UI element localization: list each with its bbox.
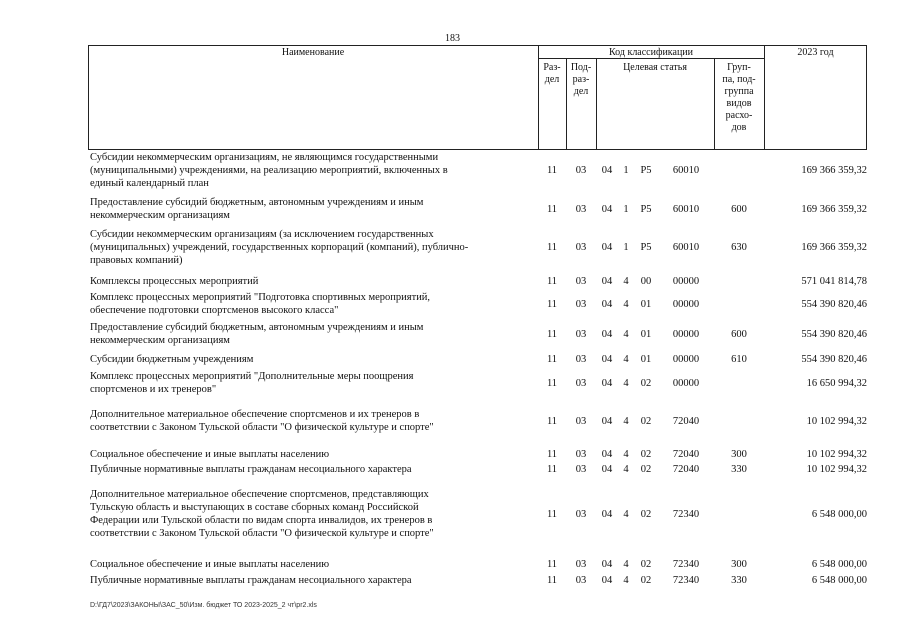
cell-podrazdel: 03 bbox=[575, 559, 587, 570]
table-row bbox=[0, 352, 905, 369]
table-row bbox=[0, 557, 905, 573]
cell-target-part-4: 00000 bbox=[672, 329, 700, 340]
cell-target-part-1: 04 bbox=[601, 416, 613, 427]
cell-razdel: 11 bbox=[546, 575, 558, 586]
cell-target-part-1: 04 bbox=[601, 204, 613, 215]
cell-amount: 169 366 359,32 bbox=[801, 165, 867, 176]
cell-target-part-1: 04 bbox=[601, 464, 613, 475]
cell-razdel: 11 bbox=[546, 204, 558, 215]
cell-amount: 6 548 000,00 bbox=[811, 575, 867, 586]
cell-target-part-3: 02 bbox=[640, 449, 652, 460]
cell-target-part-4: 00000 bbox=[672, 276, 700, 287]
table-row bbox=[0, 150, 905, 195]
table-row bbox=[0, 274, 905, 290]
cell-amount: 169 366 359,32 bbox=[801, 242, 867, 253]
cell-target-part-2: 4 bbox=[623, 464, 629, 475]
cell-amount: 169 366 359,32 bbox=[801, 204, 867, 215]
cell-target-part-2: 1 bbox=[623, 165, 629, 176]
cell-target-part-1: 04 bbox=[601, 242, 613, 253]
cell-amount: 571 041 814,78 bbox=[801, 276, 867, 287]
cell-target-part-2: 4 bbox=[623, 559, 629, 570]
table-row bbox=[0, 487, 905, 557]
cell-target-part-2: 4 bbox=[623, 575, 629, 586]
cell-razdel: 11 bbox=[546, 299, 558, 310]
row-name: Публичные нормативные выплаты гражданам несоциального характера bbox=[90, 464, 412, 475]
row-name: Комплекс процессных мероприятий "Дополнительные меры поощрения спортсменов и их тренеров" bbox=[90, 371, 414, 395]
header-year: 2023 год bbox=[797, 47, 834, 58]
cell-target-part-2: 4 bbox=[623, 509, 629, 520]
cell-amount: 16 650 994,32 bbox=[806, 378, 867, 389]
header-code-group: Код классификации bbox=[608, 47, 694, 58]
table-row bbox=[0, 462, 905, 478]
cell-target-part-3: 01 bbox=[640, 329, 652, 340]
cell-podrazdel: 03 bbox=[575, 165, 587, 176]
cell-target-part-1: 04 bbox=[601, 509, 613, 520]
cell-expense-type: 630 bbox=[731, 242, 747, 253]
cell-podrazdel: 03 bbox=[575, 354, 587, 365]
cell-target-part-4: 60010 bbox=[672, 242, 700, 253]
cell-target-part-2: 1 bbox=[623, 242, 629, 253]
cell-target-part-4: 00000 bbox=[672, 299, 700, 310]
cell-target-part-2: 4 bbox=[623, 416, 629, 427]
cell-podrazdel: 03 bbox=[575, 464, 587, 475]
cell-podrazdel: 03 bbox=[575, 378, 587, 389]
file-path-footer: D:\ГД7\2023\ЗАКОНЫ\ЗАС_50\Изм. бюджет ТО 2023-2025_2 чт\pr2.xls bbox=[90, 602, 317, 609]
cell-amount: 10 102 994,32 bbox=[806, 416, 867, 427]
cell-target-part-2: 4 bbox=[623, 354, 629, 365]
cell-razdel: 11 bbox=[546, 559, 558, 570]
cell-target-part-4: 72040 bbox=[672, 464, 700, 475]
cell-expense-type: 330 bbox=[731, 464, 747, 475]
row-name: Социальное обеспечение и иные выплаты населению bbox=[90, 449, 330, 460]
cell-target-part-3: 01 bbox=[640, 354, 652, 365]
row-name: Комплексы процессных мероприятий bbox=[90, 276, 259, 287]
cell-amount: 6 548 000,00 bbox=[811, 559, 867, 570]
cell-razdel: 11 bbox=[546, 416, 558, 427]
cell-razdel: 11 bbox=[546, 464, 558, 475]
cell-razdel: 11 bbox=[546, 276, 558, 287]
row-name: Предоставление субсидий бюджетным, автономным учреждениям и иным некоммерческим организациям bbox=[90, 322, 424, 346]
row-name: Субсидии некоммерческим организациям (за исключением государственных (муниципальных) учреждений, государственных корпораций (компаний), публично- правовых компаний) bbox=[90, 229, 469, 266]
row-name: Публичные нормативные выплаты гражданам несоциального характера bbox=[90, 575, 412, 586]
header-name: Наименование bbox=[281, 47, 345, 58]
table-row bbox=[0, 195, 905, 227]
table-row bbox=[0, 447, 905, 462]
header-celevaya: Целевая статья bbox=[623, 62, 687, 73]
row-name: Дополнительное материальное обеспечение спортсменов и их тренеров в соответствии с Законом Тульской области "О физической культуре и спорте" bbox=[90, 409, 434, 433]
cell-target-part-1: 04 bbox=[601, 378, 613, 389]
cell-target-part-3: Р5 bbox=[640, 242, 652, 253]
cell-amount: 10 102 994,32 bbox=[806, 464, 867, 475]
cell-target-part-4: 00000 bbox=[672, 378, 700, 389]
cell-target-part-2: 4 bbox=[623, 378, 629, 389]
cell-razdel: 11 bbox=[546, 329, 558, 340]
cell-target-part-3: 02 bbox=[640, 509, 652, 520]
cell-target-part-1: 04 bbox=[601, 276, 613, 287]
cell-expense-type: 300 bbox=[731, 559, 747, 570]
cell-target-part-2: 4 bbox=[623, 276, 629, 287]
table-row bbox=[0, 407, 905, 447]
cell-expense-type: 300 bbox=[731, 449, 747, 460]
cell-razdel: 11 bbox=[546, 165, 558, 176]
table-row bbox=[0, 290, 905, 320]
cell-podrazdel: 03 bbox=[575, 575, 587, 586]
cell-amount: 6 548 000,00 bbox=[811, 509, 867, 520]
row-name: Социальное обеспечение и иные выплаты населению bbox=[90, 559, 330, 570]
row-name: Предоставление субсидий бюджетным, автономным учреждениям и иным некоммерческим организациям bbox=[90, 197, 424, 221]
cell-razdel: 11 bbox=[546, 354, 558, 365]
cell-podrazdel: 03 bbox=[575, 509, 587, 520]
cell-amount: 554 390 820,46 bbox=[801, 329, 867, 340]
row-name: Дополнительное материальное обеспечение спортсменов, представляющих Тульскую область и выступающих в составе сборных команд Российской Федерации или Тульской области по видам спорта инвалидов, их тренеров в соответствии с Законом Тульской области "О физической культуре и спорте" bbox=[90, 489, 434, 539]
cell-target-part-4: 72340 bbox=[672, 559, 700, 570]
header-vid: Груп- па, под- группа видов расхо- дов bbox=[722, 62, 756, 133]
cell-podrazdel: 03 bbox=[575, 416, 587, 427]
cell-target-part-4: 72340 bbox=[672, 509, 700, 520]
cell-expense-type: 600 bbox=[731, 204, 747, 215]
cell-podrazdel: 03 bbox=[575, 329, 587, 340]
cell-target-part-3: 02 bbox=[640, 416, 652, 427]
cell-target-part-3: 02 bbox=[640, 378, 652, 389]
cell-target-part-1: 04 bbox=[601, 329, 613, 340]
cell-target-part-3: Р5 bbox=[640, 165, 652, 176]
cell-target-part-3: 01 bbox=[640, 299, 652, 310]
table-row bbox=[0, 369, 905, 405]
cell-target-part-4: 72340 bbox=[672, 575, 700, 586]
cell-amount: 554 390 820,46 bbox=[801, 354, 867, 365]
cell-target-part-3: 00 bbox=[640, 276, 652, 287]
cell-podrazdel: 03 bbox=[575, 299, 587, 310]
cell-target-part-4: 00000 bbox=[672, 354, 700, 365]
cell-target-part-4: 60010 bbox=[672, 165, 700, 176]
row-name: Субсидии бюджетным учреждениям bbox=[90, 354, 254, 365]
table-row bbox=[0, 573, 905, 589]
cell-target-part-3: Р5 bbox=[640, 204, 652, 215]
cell-target-part-1: 04 bbox=[601, 165, 613, 176]
cell-target-part-4: 72040 bbox=[672, 449, 700, 460]
cell-expense-type: 330 bbox=[731, 575, 747, 586]
cell-podrazdel: 03 bbox=[575, 449, 587, 460]
cell-amount: 10 102 994,32 bbox=[806, 449, 867, 460]
cell-expense-type: 610 bbox=[731, 354, 747, 365]
cell-target-part-2: 4 bbox=[623, 299, 629, 310]
row-name: Субсидии некоммерческим организациям, не являющимся государственными (муниципальными) учреждениями, на реализацию мероприятий, включенных в единый календарный план bbox=[90, 152, 448, 189]
cell-target-part-3: 02 bbox=[640, 559, 652, 570]
cell-razdel: 11 bbox=[546, 449, 558, 460]
cell-target-part-1: 04 bbox=[601, 449, 613, 460]
cell-razdel: 11 bbox=[546, 242, 558, 253]
cell-target-part-3: 02 bbox=[640, 575, 652, 586]
cell-amount: 554 390 820,46 bbox=[801, 299, 867, 310]
cell-target-part-1: 04 bbox=[601, 354, 613, 365]
cell-target-part-2: 1 bbox=[623, 204, 629, 215]
header-razdel: Раз- дел bbox=[543, 62, 561, 85]
cell-expense-type: 600 bbox=[731, 329, 747, 340]
cell-razdel: 11 bbox=[546, 378, 558, 389]
header-podrazdel: Под- раз- дел bbox=[570, 62, 592, 97]
table-row bbox=[0, 320, 905, 352]
cell-target-part-3: 02 bbox=[640, 464, 652, 475]
cell-podrazdel: 03 bbox=[575, 276, 587, 287]
cell-razdel: 11 bbox=[546, 509, 558, 520]
cell-podrazdel: 03 bbox=[575, 204, 587, 215]
row-name: Комплекс процессных мероприятий "Подготовка спортивных мероприятий, обеспечение подготовки спортсменов высокого класса" bbox=[90, 292, 431, 316]
cell-target-part-1: 04 bbox=[601, 575, 613, 586]
cell-target-part-2: 4 bbox=[623, 329, 629, 340]
cell-podrazdel: 03 bbox=[575, 242, 587, 253]
cell-target-part-1: 04 bbox=[601, 299, 613, 310]
page-number: 183 bbox=[445, 33, 460, 44]
cell-target-part-4: 60010 bbox=[672, 204, 700, 215]
table-row bbox=[0, 227, 905, 274]
cell-target-part-2: 4 bbox=[623, 449, 629, 460]
cell-target-part-1: 04 bbox=[601, 559, 613, 570]
cell-target-part-4: 72040 bbox=[672, 416, 700, 427]
